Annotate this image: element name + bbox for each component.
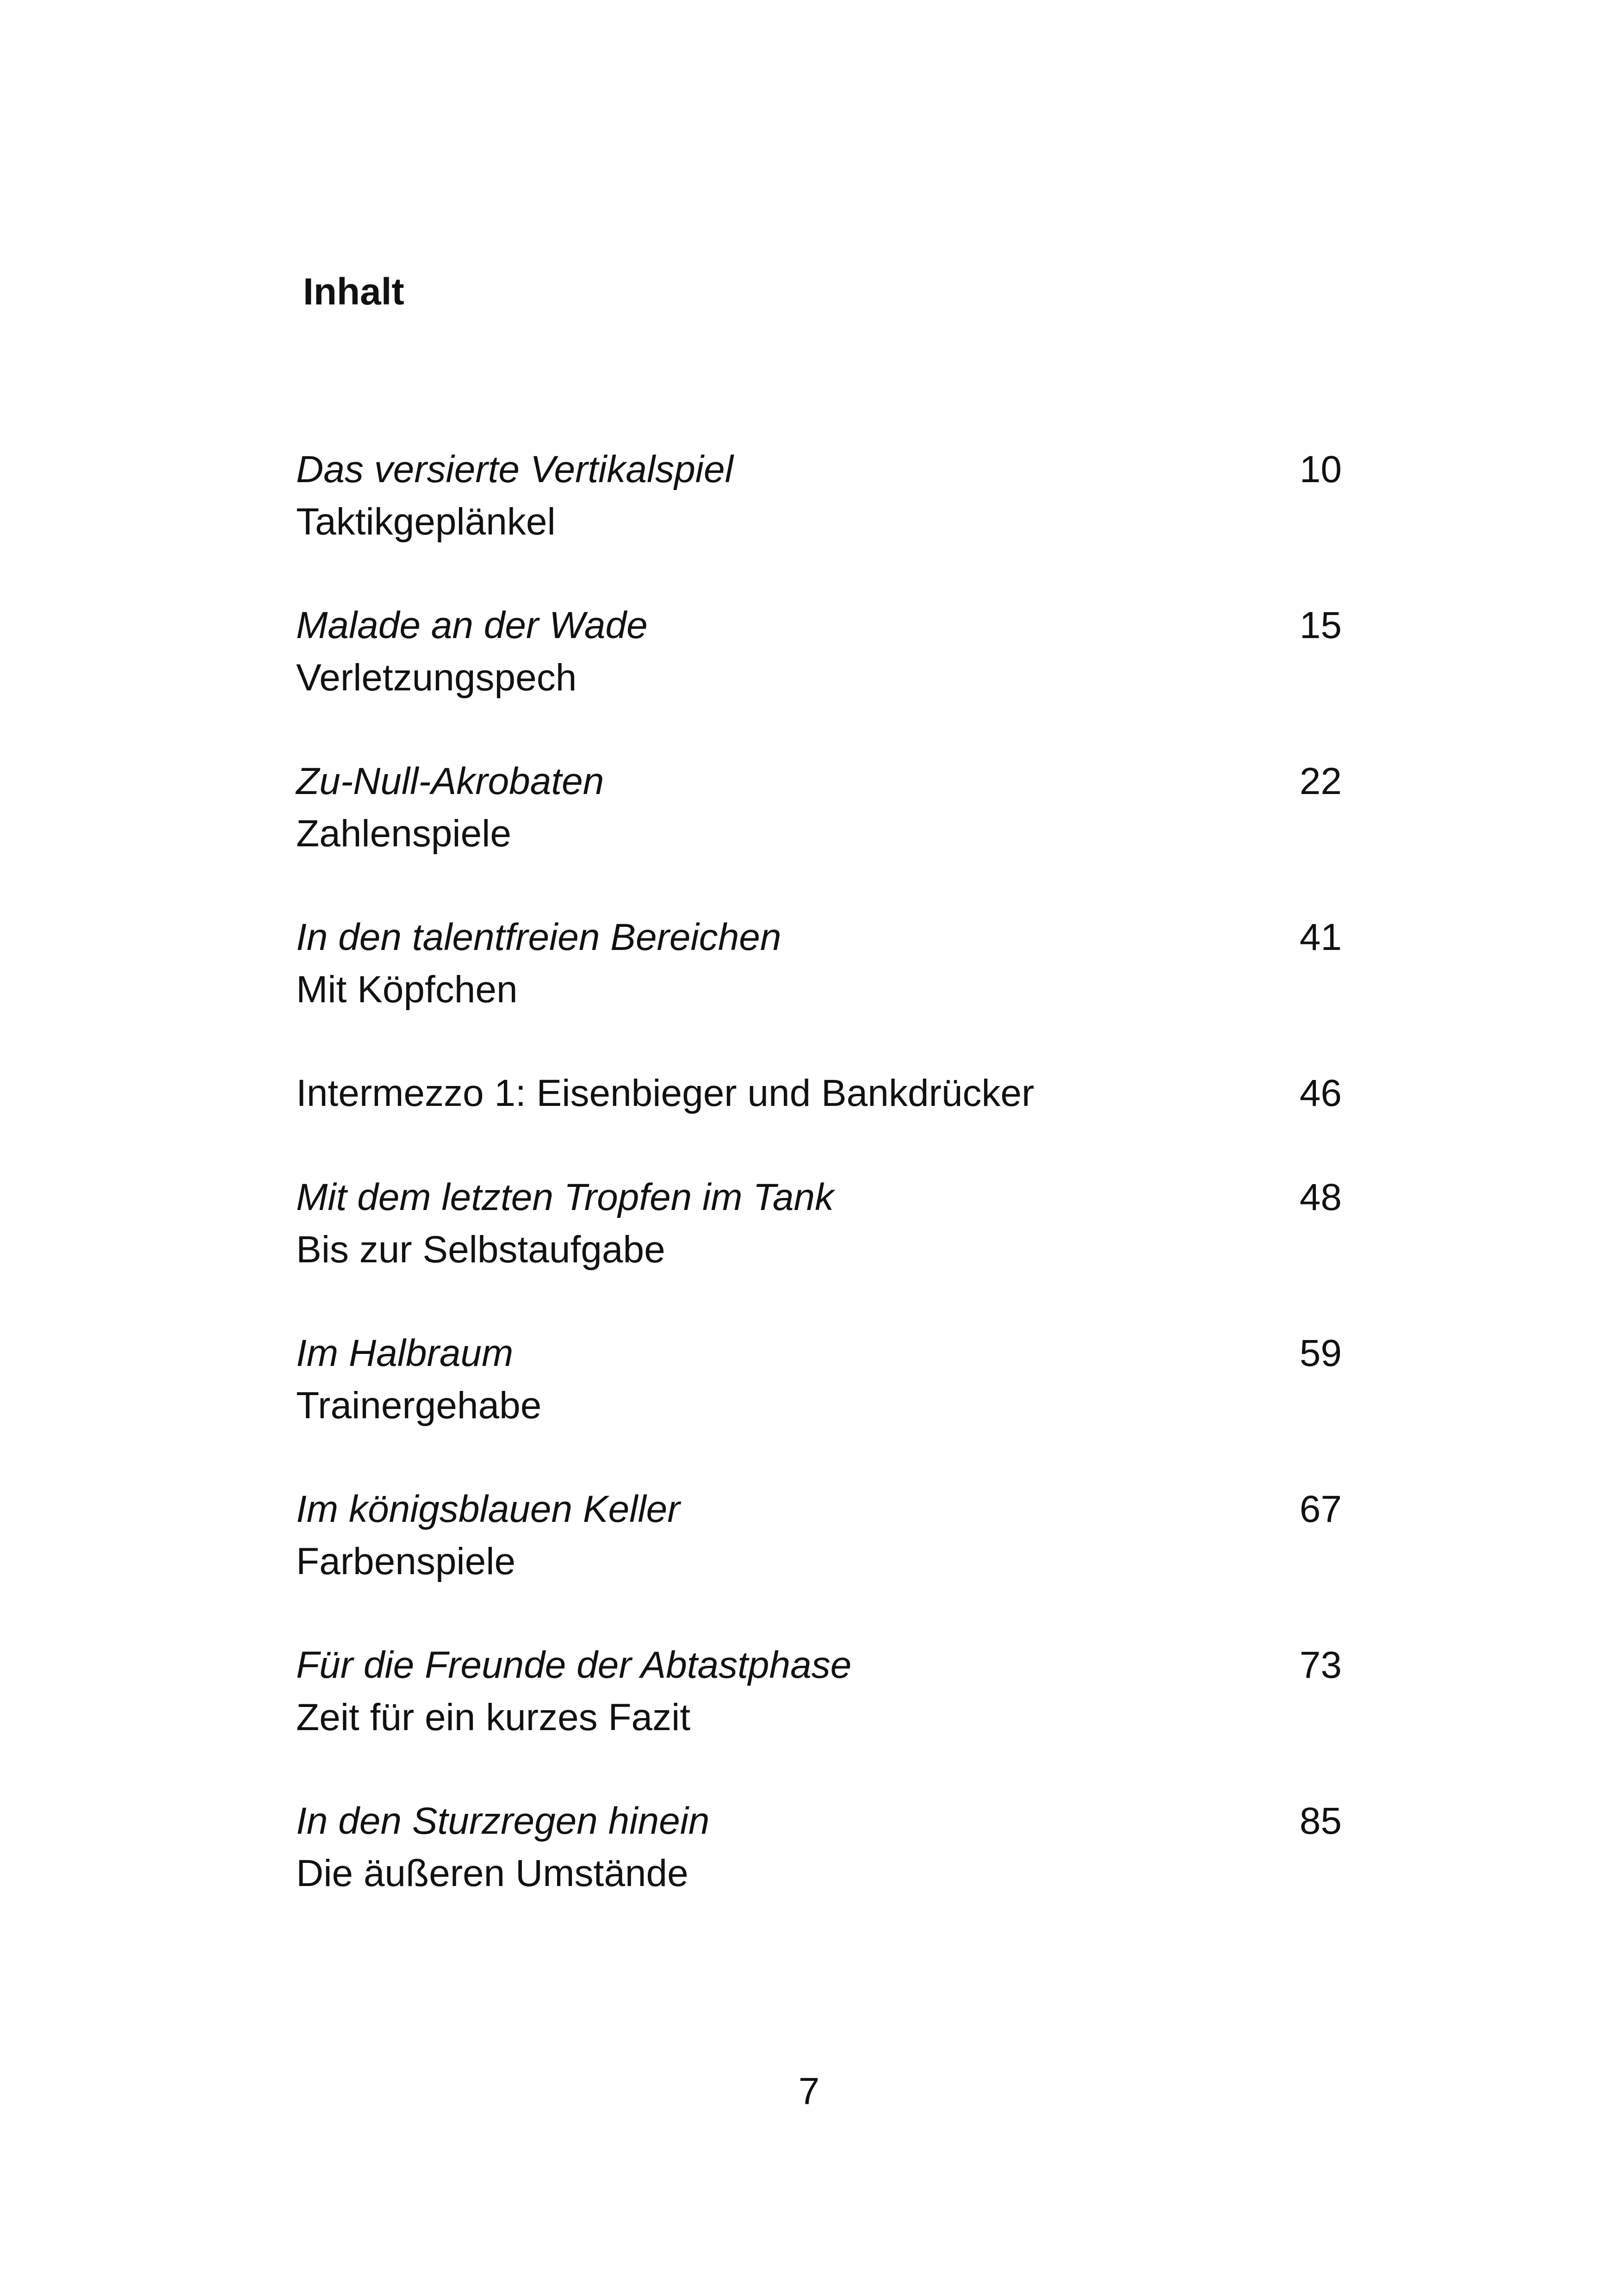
toc-entry-subtitle: Die äußeren Umstände bbox=[296, 1852, 688, 1894]
toc-entry-line bbox=[296, 1068, 1342, 1119]
toc-entry-title: Malade an der Wade bbox=[296, 604, 648, 646]
page-number: 7 bbox=[798, 2070, 820, 2112]
toc-entry-subtitle: Zahlenspiele bbox=[296, 813, 511, 855]
toc-entry-line bbox=[296, 1172, 1342, 1223]
toc-entry-page: 10 bbox=[1299, 448, 1342, 490]
toc-entry-page: 67 bbox=[1299, 1488, 1342, 1530]
toc-entry-subtitle: Zeit für ein kurzes Fazit bbox=[296, 1696, 691, 1738]
toc-entry-page: 22 bbox=[1299, 760, 1342, 802]
toc-entry-title: Intermezzo 1: Eisenbieger und Bankdrücker bbox=[296, 1072, 1035, 1114]
toc-entry-page: 85 bbox=[1299, 1800, 1342, 1842]
toc-entry-title: Zu-Null-Akrobaten bbox=[296, 760, 604, 802]
toc-entry-title: In den Sturzregen hinein bbox=[296, 1800, 710, 1842]
toc-entry-title: Mit dem letzten Tropfen im Tank bbox=[296, 1176, 834, 1218]
toc-entry-subtitle: Trainergehabe bbox=[296, 1384, 542, 1427]
toc-entry-page: 73 bbox=[1299, 1644, 1342, 1686]
toc-entry-subtitle: Taktikgeplänkel bbox=[296, 501, 556, 543]
toc-entry-subtitle: Farbenspiele bbox=[296, 1540, 516, 1582]
toc-heading: Inhalt bbox=[303, 271, 404, 313]
toc-entry-line bbox=[296, 1484, 1342, 1535]
toc-entry-page: 48 bbox=[1299, 1176, 1342, 1218]
toc-entry-line bbox=[296, 1328, 1342, 1379]
toc-entry-page: 15 bbox=[1299, 604, 1342, 646]
toc-entry-line bbox=[296, 1640, 1342, 1691]
toc-entry-page: 41 bbox=[1299, 916, 1342, 958]
toc-entry-line bbox=[296, 756, 1342, 807]
toc-entry-title: Im königsblauen Keller bbox=[296, 1488, 680, 1530]
toc-entry-subtitle: Mit Köpfchen bbox=[296, 968, 518, 1011]
toc-entry-line bbox=[296, 600, 1342, 651]
toc-entry-subtitle: Bis zur Selbstaufgabe bbox=[296, 1229, 665, 1271]
toc-entry-subtitle: Verletzungspech bbox=[296, 657, 577, 699]
toc-entry-line bbox=[296, 444, 1342, 495]
toc-entry-title: Das versierte Vertikalspiel bbox=[296, 448, 733, 490]
toc-entry-line bbox=[296, 1796, 1342, 1847]
toc-entry-title: Für die Freunde der Abtastphase bbox=[296, 1644, 852, 1686]
toc-entry-line bbox=[296, 912, 1342, 963]
toc-entry-page: 59 bbox=[1299, 1332, 1342, 1374]
toc-entry-title: Im Halbraum bbox=[296, 1332, 514, 1374]
toc-entry-title: In den talentfreien Bereichen bbox=[296, 916, 781, 958]
toc-entry-page: 46 bbox=[1299, 1072, 1342, 1114]
